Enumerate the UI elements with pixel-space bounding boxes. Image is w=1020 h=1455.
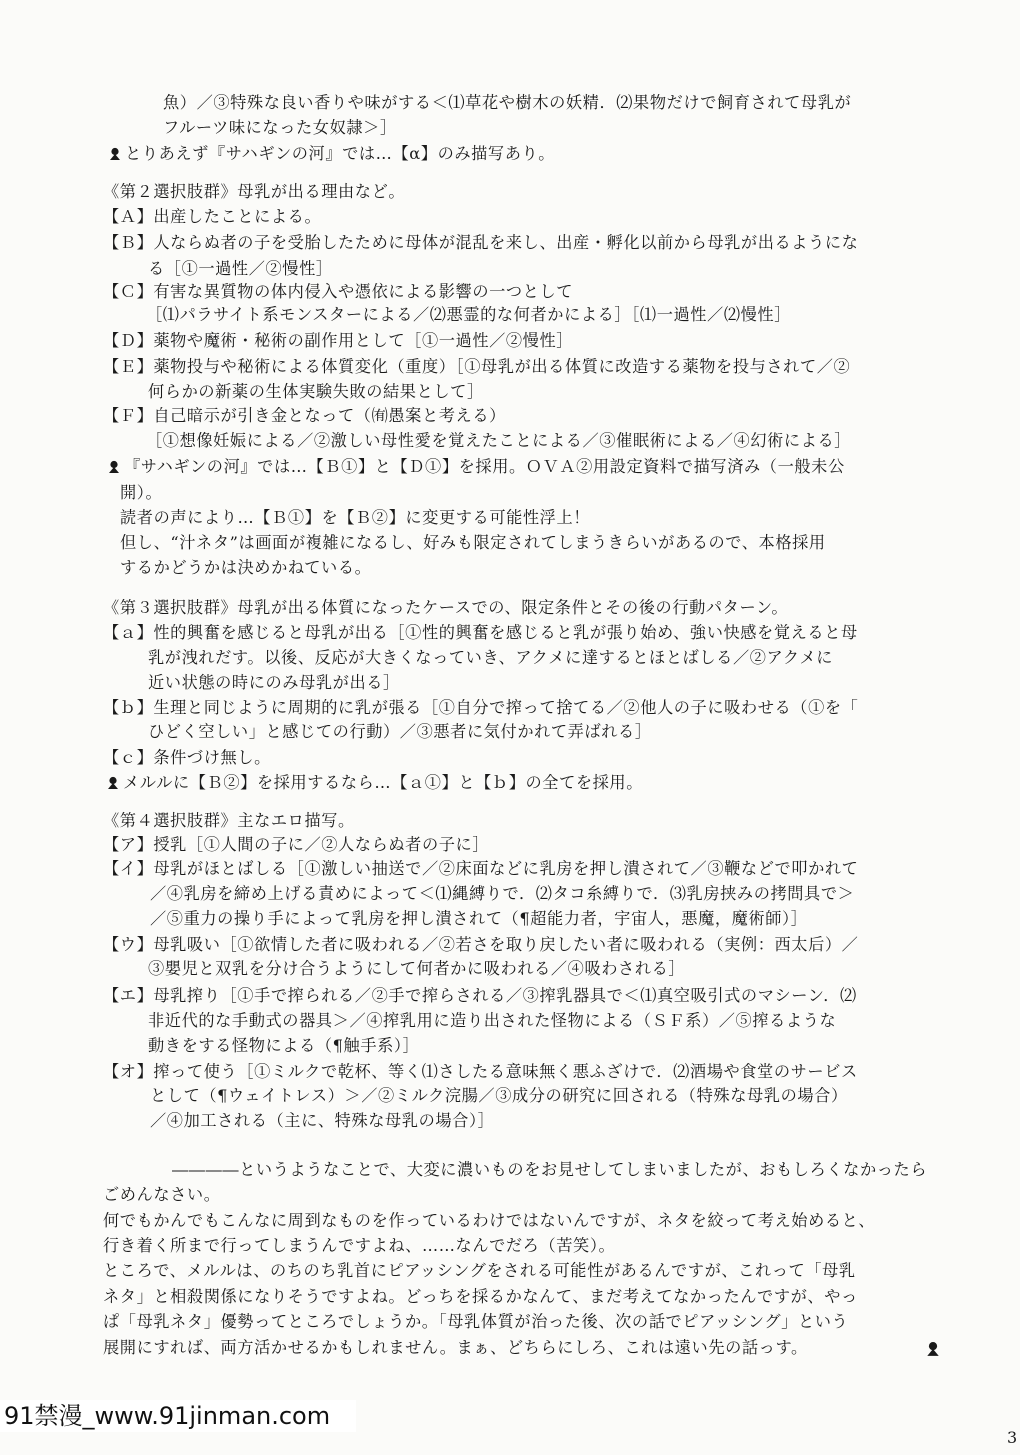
page-number: 3 [1007,1428,1018,1447]
closing-text-line: 行き着く所まで行ってしまうんですよね、……なんでだろ（苦笑）。 [103,1236,616,1255]
closing-text-line: 何でもかんでもこんなに周到なものを作っているわけではないんですが、ネタを絞って考え始めると、 [103,1211,876,1230]
note-text: 『サハギンの河』では…【Ｂ①】と【Ｄ①】を採用。ＯＶＡ②用設定資料で描写済み（一般未公 [124,457,845,476]
text-line: 乳が洩れだす。以後、反応が大きくなっていき、アクメに達するとほとばしる／②アクメに [148,648,834,667]
text-line: 【エ】母乳搾り［①手で搾られる／②手で搾らされる／③搾乳器具で＜⑴真空吸引式のマシーン．⑵ [103,986,857,1005]
text-line: 【ｃ】条件づけ無し。 [103,748,271,767]
text-line: 【ウ】母乳吸い［①欲情した者に吸われる／②若さを取り戻したい者に吸われる（実例：西太后）／ [103,935,859,954]
text-line: ／④加工される（主に、特殊な母乳の場合）］ [150,1111,495,1130]
text-line: ／⑤重力の操り手によって乳房を押し潰されて（¶超能力者，宇宙人，悪魔，魔術師）］ [150,909,808,928]
text-line: 但し、“汁ネタ”は画面が複雑になるし、好みも限定されてしまうきらいがあるので、本格採用 [120,533,826,552]
note-text: とりあえず『サハギンの河』では…【α】のみ描写あり。 [125,144,556,163]
text-line: として（¶ウェイトレス）＞／②ミルク浣腸／③成分の研究に回される（特殊な母乳の場合） [150,1086,848,1105]
note-line [107,456,845,478]
watermark-text: 91禁漫_www.91jinman.com [0,1400,356,1432]
note-line [108,143,555,165]
fleuron-icon [108,147,122,161]
text-line: 何らかの新薬の生体実験失敗の結果として］ [148,382,484,401]
text-line: 【イ】母乳がほとばしる［①激しい抽送で／②床面などに乳房を押し潰されて／③鞭などで叩かれて [103,859,859,878]
text-line: 【ｂ】生理と同じように周期的に乳が張る［①自分で搾って捨てる／②他人の子に吸わせる（①を「 [103,698,859,717]
text-line: 読者の声により…【Ｂ①】を【Ｂ②】に変更する可能性浮上！ [120,508,591,527]
text-line: 近い状態の時にのみ母乳が出る］ [148,673,400,692]
text-line: 開）。 [120,483,163,502]
text-line: 【オ】搾って使う［①ミルクで乾杯、等く⑴さしたる意味無く悪ふざけで．⑵酒場や食堂のサービス [103,1062,858,1081]
text-line: 【Ｅ】薬物投与や秘術による体質変化（重度）［①母乳が出る体質に改造する薬物を投与されて／② [103,357,851,376]
text-line: 【Ｃ】有害な異質物の体内侵入や憑依による影響の一つとして [103,282,574,301]
closing-text-line: ――――というようなことで、大変に濃いものをお見せしてしまいましたが、おもしろくなかったら [172,1160,928,1179]
fleuron-icon [107,460,121,474]
text-line: 非近代的な手動式の器具＞／④搾乳用に造り出された怪物による（ＳＦ系）／⑤搾るような [148,1011,837,1030]
text-line: 【Ａ】出産したことによる。 [103,207,322,226]
text-line: フルーツ味になった女奴隷＞］ [163,118,397,137]
text-line: 魚）／③特殊な良い香りや味がする＜⑴草花や樹木の妖精．⑵果物だけで飼育されて母乳が [163,93,852,112]
text-line: 【Ｄ】薬物や魔術・秘術の副作用として［①一過性／②慢性］ [103,331,574,350]
note-text: メルルに【Ｂ②】を採用するなら…【ａ①】と【ｂ】の全てを採用。 [123,773,644,792]
text-line: ／④乳房を締め上げる責めによって＜⑴縄縛りで．⑵タコ糸縛りで．⑶乳房挟みの拷問具で＞ [150,884,855,903]
section-heading: 《第２選択肢群》母乳が出る理由など。 [103,182,406,201]
text-line: 【ａ】性的興奮を感じると母乳が出る［①性的興奮を感じると乳が張り始め、強い快感を覚えると母 [103,623,858,642]
closing-text-line: ネタ」と相殺関係になりそうですよね。どっちを採るかなんて、まだ考えてなかったんですが、やっ [103,1287,858,1306]
closing-text-line: ところで、メルルは、のちのち乳首にピアッシングをされる可能性があるんですが、これって「母乳 [103,1261,856,1280]
text-line: 動きをする怪物による（¶触手系）］ [148,1036,420,1055]
fleuron-icon [106,776,120,790]
note-line [106,772,643,794]
text-line: ［⑴パラサイト系モンスターによる／⑵悪霊的な何者かによる］［⑴一過性／⑵慢性］ [146,305,791,324]
text-line: するかどうかは決めかねている。 [120,558,372,577]
text-line: ③嬰児と双乳を分け合うようにして何者かに吸われる／④吸わされる］ [148,959,686,978]
closing-text-line: ごめんなさい。 [103,1185,221,1204]
text-line: 【Ｆ】自己暗示が引き金となって（㈲愚案と考える） [103,406,506,425]
text-line: ひどく空しい」と感じての行動）／③悪者に気付かれて弄ばれる］ [148,722,652,741]
text-line: る［①一過性／②慢性］ [148,259,333,278]
section-heading: 《第３選択肢群》母乳が出る体質になったケースでの、限定条件とその後の行動パターン。 [103,598,789,617]
text-line: ［①想像妊娠による／②激しい母性愛を覚えたことによる／③催眠術による／④幻術による］ [146,431,852,450]
section-heading: 《第４選択肢群》主なエロ描写。 [103,811,355,830]
closing-text-line: ぱ「母乳ネタ」優勢ってところでしょうか。「母乳体質が治った後、次の話でピアッシング」という [103,1312,849,1331]
fleuron-icon [925,1341,941,1357]
closing-text-line: 展開にすれば、両方活かせるかもしれません。まぁ、どちらにしろ、これは遠い先の話っす。 [103,1338,808,1357]
text-line: 【ア】授乳［①人間の子に／②人ならぬ者の子に］ [103,835,490,854]
text-line: 【Ｂ】人ならぬ者の子を受胎したために母体が混乱を来し、出産・孵化以前から母乳が出るようにな [103,233,859,252]
